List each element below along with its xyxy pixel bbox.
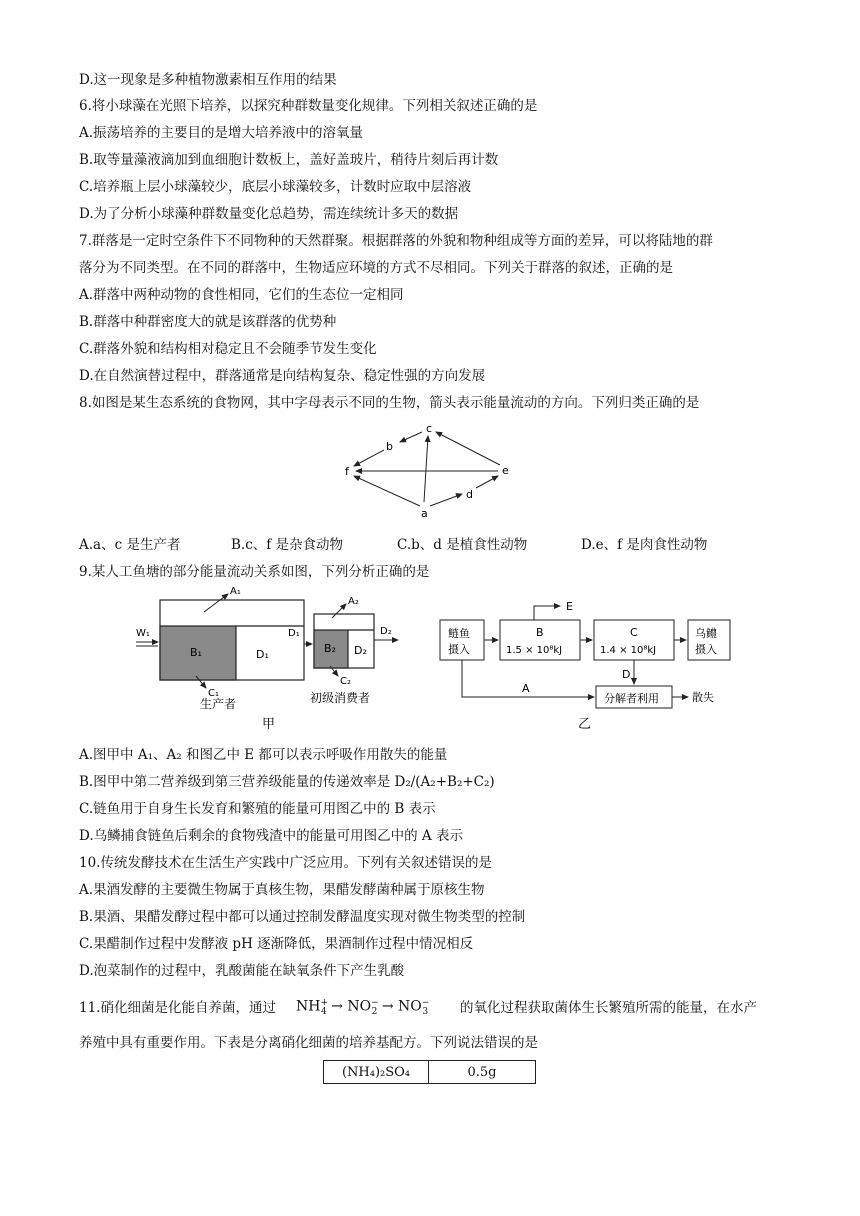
food-web-node-a: a (421, 507, 428, 520)
label-d2: D₂ (354, 644, 367, 657)
question-9-option-c: C.链鱼用于自身生长发育和繁殖的能量可用图乙中的 B 表示 (79, 801, 436, 817)
formula-arrow-1: → (331, 998, 343, 1015)
food-web-node-e: e (502, 464, 509, 477)
formula-no2-sup: − (371, 998, 379, 1008)
question-6-option-a: A.振荡培养的主要目的是增大培养液中的溶氧量 (79, 125, 364, 141)
question-9-stem: 9.某人工鱼塘的部分能量流动关系如图，下列分析正确的是 (79, 564, 430, 580)
formula-no3: NO (398, 998, 422, 1015)
question-8-option-a: A.a、c 是生产者 (79, 537, 181, 553)
producer-label: 生产者 (200, 697, 237, 711)
question-6-option-c: C.培养瓶上层小球藻较少，底层小球藻较多，计数时应取中层溶液 (79, 179, 472, 195)
food-web-node-d: d (466, 488, 473, 501)
decomposer-label: 分解者利用 (604, 692, 659, 705)
question-6-option-b: B.取等量藻液滴加到血细胞计数板上，盖好盖玻片，稍待片刻后再计数 (79, 152, 499, 168)
label-d: D (622, 668, 631, 681)
formula-no2: NO (347, 998, 372, 1015)
question-10-option-b: B.果酒、果醋发酵过程中都可以通过控制发酵温度实现对微生物类型的控制 (79, 909, 526, 925)
question-7-stem-2: 落分为不同类型。在不同的群落中，生物适应环境的方式不尽相同。下列关于群落的叙述，正确的是 (79, 260, 673, 276)
label-c2: C₂ (340, 676, 351, 687)
question-7-option-d: D.在自然演替过程中，群落通常是向结构复杂、稳定性强的方向发展 (79, 368, 486, 384)
question-7-option-c: C.群落外貌和结构相对稳定且不会随季节发生变化 (79, 341, 377, 357)
question-8-options (79, 536, 779, 554)
line-1: D.这一现象是多种植物激素相互作用的结果 (79, 72, 337, 88)
consumer-label: 初级消费者 (310, 691, 371, 705)
question-11-stem-2: 养殖中具有重要作用。下表是分离硝化细菌的培养基配方。下列说法错误的是 (79, 1035, 538, 1051)
question-11-stem-1a: 11.硝化细菌是化能自养菌，通过 (79, 1000, 276, 1016)
formula-nh4-sub: 4 (321, 1007, 327, 1018)
box1-line1: 鲢鱼 (448, 627, 470, 640)
question-8-option-b: B.c、f 是杂食动物 (231, 537, 344, 553)
table-cell-component: (NH₄)₂SO₄ (324, 1061, 429, 1084)
label-a2: A₂ (348, 596, 359, 607)
label-a1: A₁ (230, 586, 241, 597)
label-e: E (566, 600, 573, 613)
question-10-stem: 10.传统发酵技术在生活生产实践中广泛应用。下列有关叙述错误的是 (79, 855, 492, 871)
box-b-value: 1.5 × 10⁸kJ (506, 645, 563, 656)
diagram-yi-caption: 乙 (578, 717, 592, 732)
question-9-option-d: D.乌鳞捕食链鱼后剩余的食物残渣中的能量可用图乙中的 A 表示 (79, 828, 463, 844)
question-10-option-d: D.泡菜制作的过程中，乳酸菌能在缺氧条件下产生乳酸 (79, 963, 405, 979)
oxidation-formula (296, 998, 428, 1017)
label-b1: B₁ (190, 646, 202, 659)
formula-arrow-2: → (381, 998, 394, 1015)
label-d1: D₁ (256, 648, 269, 661)
formula-nh4: NH (296, 998, 321, 1015)
question-6-stem: 6.将小球藻在光照下培养，以探究种群数量变化规律。下列相关叙述正确的是 (79, 98, 538, 114)
box4-line1: 乌鳢 (695, 627, 717, 640)
formula-no2-sub: 2 (371, 1007, 378, 1018)
question-7-option-b: B.群落中种群密度大的就是该群落的优势种 (79, 314, 337, 330)
label-w1: W₁ (136, 628, 150, 639)
label-a: A (522, 682, 530, 695)
lost-label: 散失 (692, 691, 714, 704)
question-10-option-c: C.果醋制作过程中发酵液 pH 逐渐降低，果酒制作过程中情况相反 (79, 936, 474, 952)
box-b-label: B (536, 626, 544, 639)
label-d2-flow: D₂ (380, 626, 392, 637)
box4-line2: 摄入 (695, 643, 717, 656)
table-row (324, 1061, 536, 1084)
question-9-option-b: B.图甲中第二营养级到第三营养级能量的传递效率是 D₂/(A₂+B₂+C₂) (79, 774, 495, 790)
question-10-option-a: A.果酒发酵的主要微生物属于真核生物，果醋发酵菌种属于原核生物 (79, 882, 485, 898)
food-web-node-b: b (386, 440, 393, 453)
energy-flow-diagram-yi (434, 590, 734, 734)
label-c1: C₁ (208, 688, 219, 699)
question-7-option-a: A.群落中两种动物的食性相同，它们的生态位一定相同 (79, 287, 404, 303)
label-b2: B₂ (324, 642, 336, 655)
food-web-diagram (340, 418, 525, 520)
box-c-label: C (630, 626, 638, 639)
question-8-option-d: D.e、f 是肉食性动物 (581, 537, 708, 553)
box1-line2: 摄入 (448, 643, 470, 656)
medium-table (323, 1060, 536, 1084)
energy-flow-diagram-jia (134, 584, 424, 734)
food-web-node-c: c (426, 422, 433, 435)
question-9-option-a: A.图甲中 A₁、A₂ 和图乙中 E 都可以表示呼吸作用散失的能量 (79, 747, 448, 763)
question-6-option-d: D.为了分析小球藻种群数量变化总趋势，需连续统计多天的数据 (79, 206, 459, 222)
question-8-stem: 8.如图是某生态系统的食物网，其中字母表示不同的生物，箭头表示能量流动的方向。下列归类正确的是 (79, 395, 700, 411)
question-8-option-c: C.b、d 是植食性动物 (397, 537, 528, 553)
food-web-node-f: f (345, 465, 349, 478)
question-7-stem-1: 7.群落是一定时空条件下不同物种的天然群聚。根据群落的外貌和物种组成等方面的差异，可以将陆地的群 (79, 233, 713, 249)
table-cell-amount: 0.5g (429, 1061, 536, 1084)
label-d1-flow: D₁ (288, 628, 300, 639)
formula-no3-sub: 3 (422, 1007, 429, 1018)
formula-no3-sup: − (421, 998, 430, 1008)
formula-nh4-sup: + (320, 998, 329, 1008)
box-c-value: 1.4 × 10⁸kJ (600, 645, 657, 656)
question-11-stem-1b: 的氧化过程获取菌体生长繁殖所需的能量，在水产 (460, 1000, 757, 1016)
diagram-jia-caption: 甲 (262, 717, 276, 732)
